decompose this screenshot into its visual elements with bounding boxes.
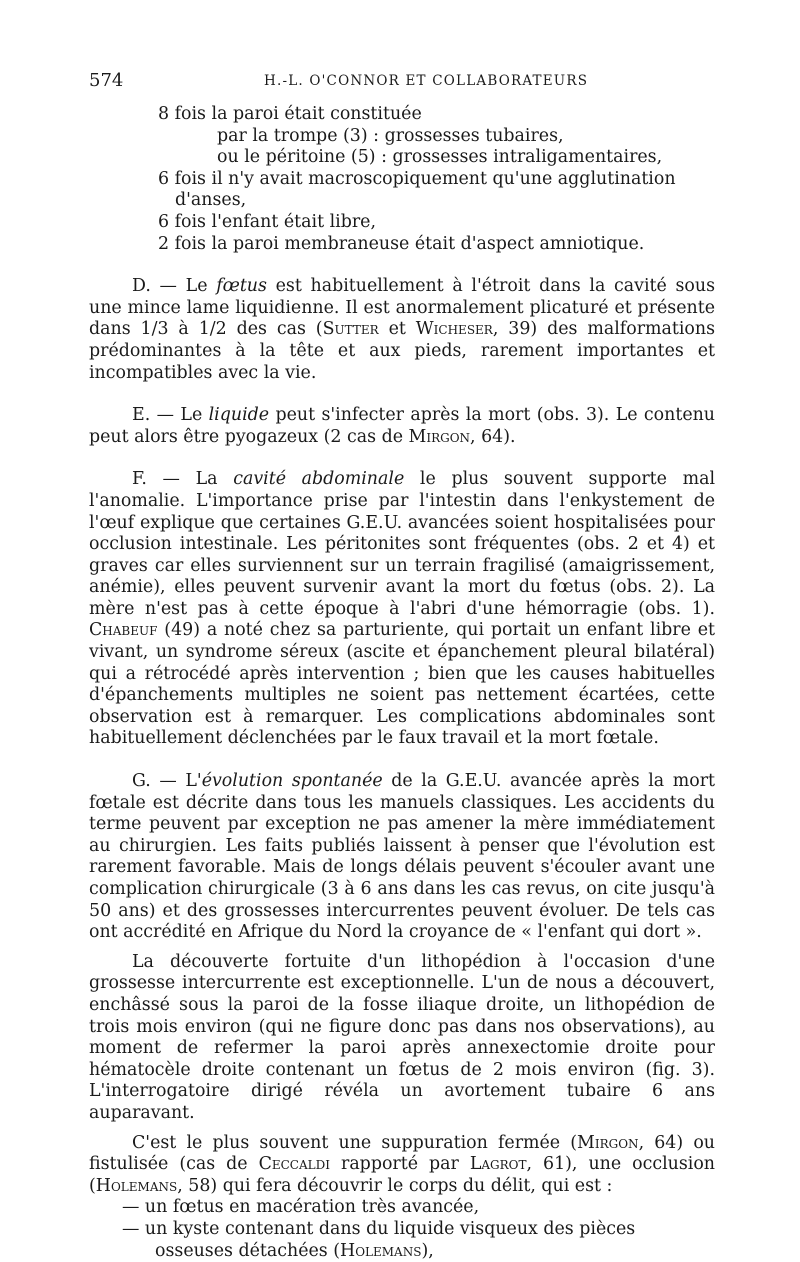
list-item: 6 fois l'enfant était libre,: [158, 211, 376, 232]
suppuration-paragraph: C'est le plus souvent une suppuration fermée (Mirgon, 64) ou fistulisée (cas de Ceccaldi rapporté par Lagrot, 61), une occlusion (Holemans, 58) qui fera découvrir le corps du délit, qui est :: [89, 1132, 715, 1196]
running-title: H.-L. O'CONNOR ET COLLABORATEURS: [264, 73, 589, 89]
list-item: 6 fois il n'y avait macroscopiquement qu'une agglutination d'anses,: [158, 168, 676, 211]
author-ref: Holemans: [340, 1240, 422, 1261]
wall-composition-list: [89, 104, 715, 255]
section-e-paragraph: E. — Le liquide peut s'infecter après la mort (obs. 3). Le contenu peut alors être pyogazeux (2 cas de Mirgon, 64).: [89, 405, 716, 447]
page-body: [89, 104, 715, 1262]
lithopedion-paragraph: La découverte fortuite d'un lithopédion à l'occasion d'une grossesse intercurrente est exceptionnelle. L'un de nous a découvert, enchâssé sous la paroi de la fosse iliaque droite, un lithopédion de trois mois environ (qui ne figure donc pas dans nos observations), au moment de refermer la paroi après annexectomie droite pour hématocèle droite contenant un fœtus de 2 mois environ (fig. 3). L'interrogatoire dirigé révéla un avortement tubaire 6 ans auparavant.: [89, 951, 715, 1123]
section-d-paragraph: D. — Le fœtus est habituellement à l'étroit dans la cavité sous une mince lame liquidienne. Il est anormalement plicaturé et présente dans 1/3 à 1/2 des cas (Sutter et Wicheser, 39) des malformations prédominantes à la tête et aux pieds, rarement importantes et incompatibles avec la vie.: [89, 276, 716, 383]
author-ref: Lagrot: [469, 1154, 527, 1175]
list-subitem: ou le péritoine (5) : grossesses intraligamentaires,: [217, 147, 663, 168]
list-item: — un fœtus en macération très avancée,: [122, 1197, 480, 1218]
author-ref: Ceccaldi: [258, 1154, 330, 1175]
list-item: 8 fois la paroi était constituée: [158, 104, 422, 124]
author-ref: Mirgon: [577, 1132, 639, 1153]
section-g-paragraph: G. — L'évolution spontanée de la G.E.U. avancée après la mort fœtale est décrite dans tous les manuels classiques. Les accidents du terme peuvent par exception ne pas amener la mère immédiatement au chirurgien. Les faits publiés laissent à penser que l'évolution est rarement favorable. Mais de longs délais peuvent s'écouler avant une complication chirurgicale (3 à 6 ans dans les cas revus, on cite jusqu'à 50 ans) et des grossesses intercurrentes peuvent évoluer. De tels cas ont accrédité en Afrique du Nord la croyance de « l'enfant qui dort ».: [89, 771, 715, 943]
list-subitem: par la trompe (3) : grossesses tubaires,: [217, 125, 564, 146]
author-ref: Chabeuf: [89, 620, 158, 641]
author-ref: Wicheser: [415, 319, 493, 340]
author-ref: Sutter: [322, 319, 379, 340]
page-number: 574: [89, 70, 124, 91]
page-header: [89, 70, 711, 94]
term-cavite: cavité abdominale: [233, 469, 405, 490]
term-fetus: fœtus: [216, 276, 267, 297]
term-liquide: liquide: [208, 405, 270, 426]
section-f-paragraph: F. — La cavité abdominale le plus souvent supporte mal l'anomalie. L'importance prise par l'intestin dans l'enkystement de l'œuf explique que certaines G.E.U. avancées soient hospitalisées pour occlusion intestinale. Les péritonites sont fréquentes (obs. 2 et 4) et graves car elles surviennent sur un terrain fragilisé (amaigrissement, anémie), elles peuvent survenir avant la mort du fœtus (obs. 2). La mère n'est pas à cette époque à l'abri d'une hémorragie (obs. 1). Chabeuf (49) a noté chez sa parturiente, qui portait un enfant libre et vivant, un syndrome séreux (ascite et épanchement pleural bilatéral) qui a rétrocédé après intervention ; bien que les causes habituelles d'épanchements multiples ne soient pas nettement écartées, cette observation est à remarquer. Les complications abdominales sont habituellement déclenchées par le faux travail et la mort fœtale.: [89, 469, 716, 749]
list-item: 2 fois la paroi membraneuse était d'aspect amniotique.: [158, 233, 645, 254]
findings-list: [89, 1197, 715, 1262]
author-ref: Holemans: [95, 1175, 178, 1196]
list-item: — un kyste contenant dans du liquide visqueux des pièces osseuses détachées (Holemans),: [122, 1218, 636, 1261]
author-ref: Mirgon: [408, 426, 471, 447]
term-evolution: évolution spontanée: [201, 771, 383, 792]
